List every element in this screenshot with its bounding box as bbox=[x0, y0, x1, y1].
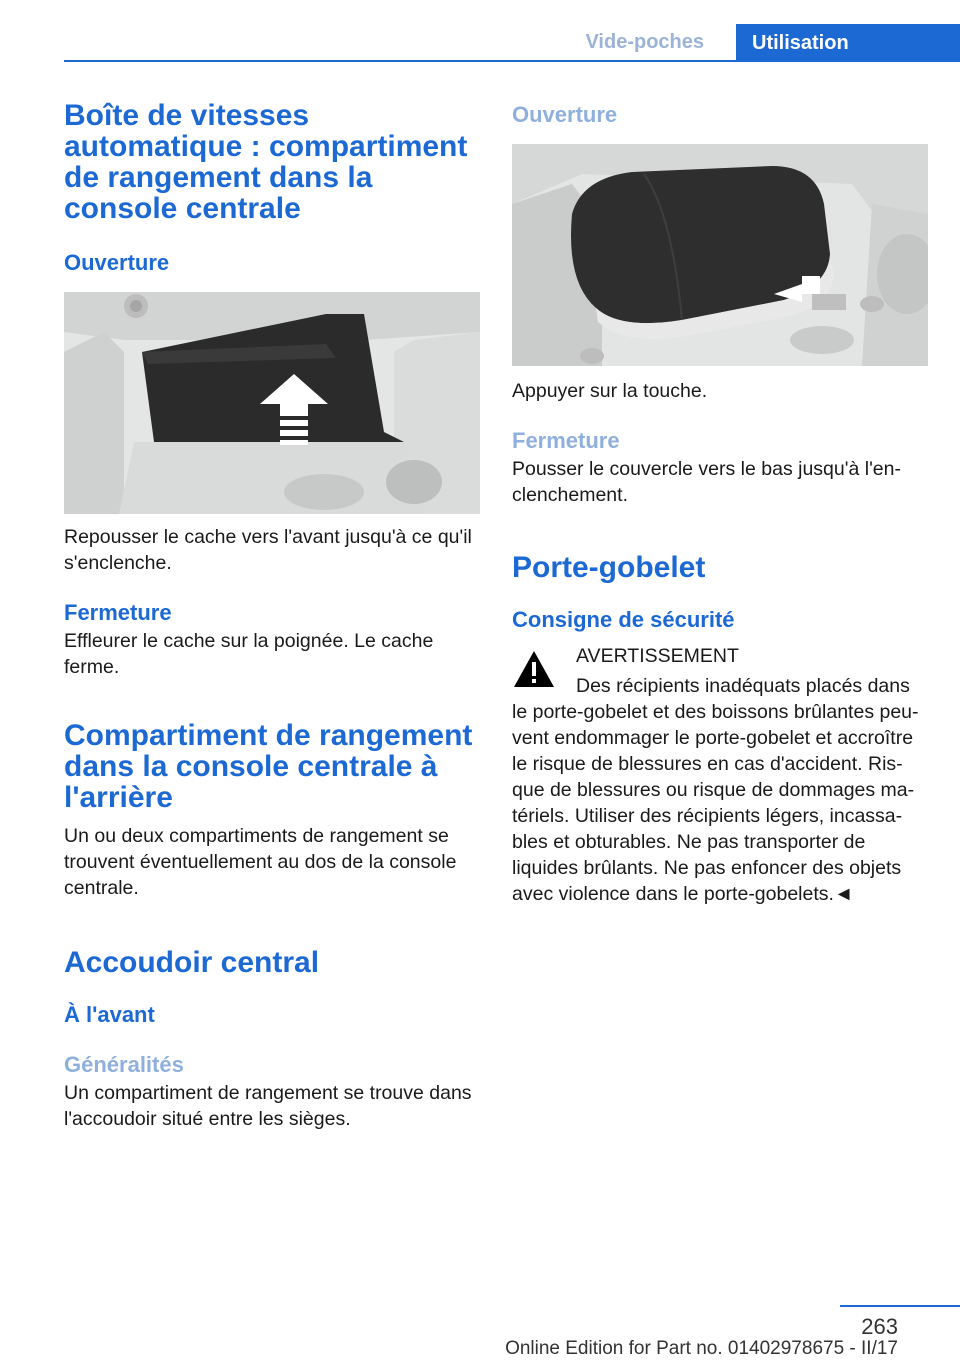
paragraph-closing-armrest: Pousser le couvercle vers le bas jusqu'à l'en-clenchement. bbox=[512, 458, 901, 506]
warning-title: AVERTISSEMENT bbox=[576, 645, 739, 667]
subheading-general: Généralités bbox=[64, 1052, 184, 1077]
chapter-tab[interactable]: Utilisation bbox=[736, 24, 960, 62]
footer-rule bbox=[840, 1305, 960, 1307]
heading-rear-storage: Compartiment de rangement dans la console centrale à l'arrière bbox=[64, 719, 473, 814]
heading-console-storage: Boîte de vitesses automatique : compartiment de rangement dans la console centrale bbox=[64, 99, 468, 225]
paragraph-opening-armrest: Appuyer sur la touche. bbox=[512, 380, 708, 402]
subheading-closing-armrest: Fermeture bbox=[512, 428, 620, 453]
footer-edition: Online Edition for Part no. 01402978675 - II/17 bbox=[505, 1338, 898, 1359]
heading-armrest: Accoudoir central bbox=[64, 946, 320, 979]
paragraph-opening: Repousser le cache vers l'avant jusqu'à ce qu'il s'enclenche. bbox=[64, 526, 472, 574]
page-header bbox=[64, 24, 960, 62]
subheading-opening: Ouverture bbox=[64, 250, 170, 275]
paragraph-closing: Effleurer le cache sur la poignée. Le cache ferme. bbox=[64, 630, 434, 678]
heading-cupholder: Porte-gobelet bbox=[512, 551, 706, 584]
warning-block bbox=[512, 643, 930, 669]
paragraph-general: Un compartiment de rangement se trouve dans l'accoudoir situé entre les sièges. bbox=[64, 1082, 472, 1130]
subheading-front: À l'avant bbox=[64, 1002, 155, 1027]
left-column bbox=[64, 100, 482, 1132]
section-tab[interactable]: Vide-poches bbox=[585, 31, 704, 53]
page-number: 263 bbox=[861, 1314, 898, 1339]
warning-text: Des récipients inadéquats placés dans le porte-gobelet et des boissons brûlantes peu-vent endommager le porte-gobelet et accroître le risque de blessures en cas d'accident. Ris-que de blessures ou risque de dommages ma-tériels. Utiliser des récipients légers, incassa-bles et obturables. Ne pas transporter de liquides brûlants. Ne pas enfoncer des objets avec violence dans le porte-gobelets.◄ bbox=[512, 675, 919, 905]
figure-armrest bbox=[512, 144, 928, 366]
warning-icon bbox=[512, 649, 556, 689]
subheading-opening-armrest: Ouverture bbox=[512, 102, 618, 127]
subheading-safety: Consigne de sécurité bbox=[512, 607, 735, 632]
subheading-closing: Fermeture bbox=[64, 600, 172, 625]
header-rule bbox=[64, 60, 960, 62]
right-column bbox=[512, 100, 930, 907]
figure-console-cover bbox=[64, 292, 480, 514]
paragraph-rear-storage: Un ou deux compartiments de rangement se trouvent éventuellement au dos de la console centrale. bbox=[64, 825, 457, 899]
